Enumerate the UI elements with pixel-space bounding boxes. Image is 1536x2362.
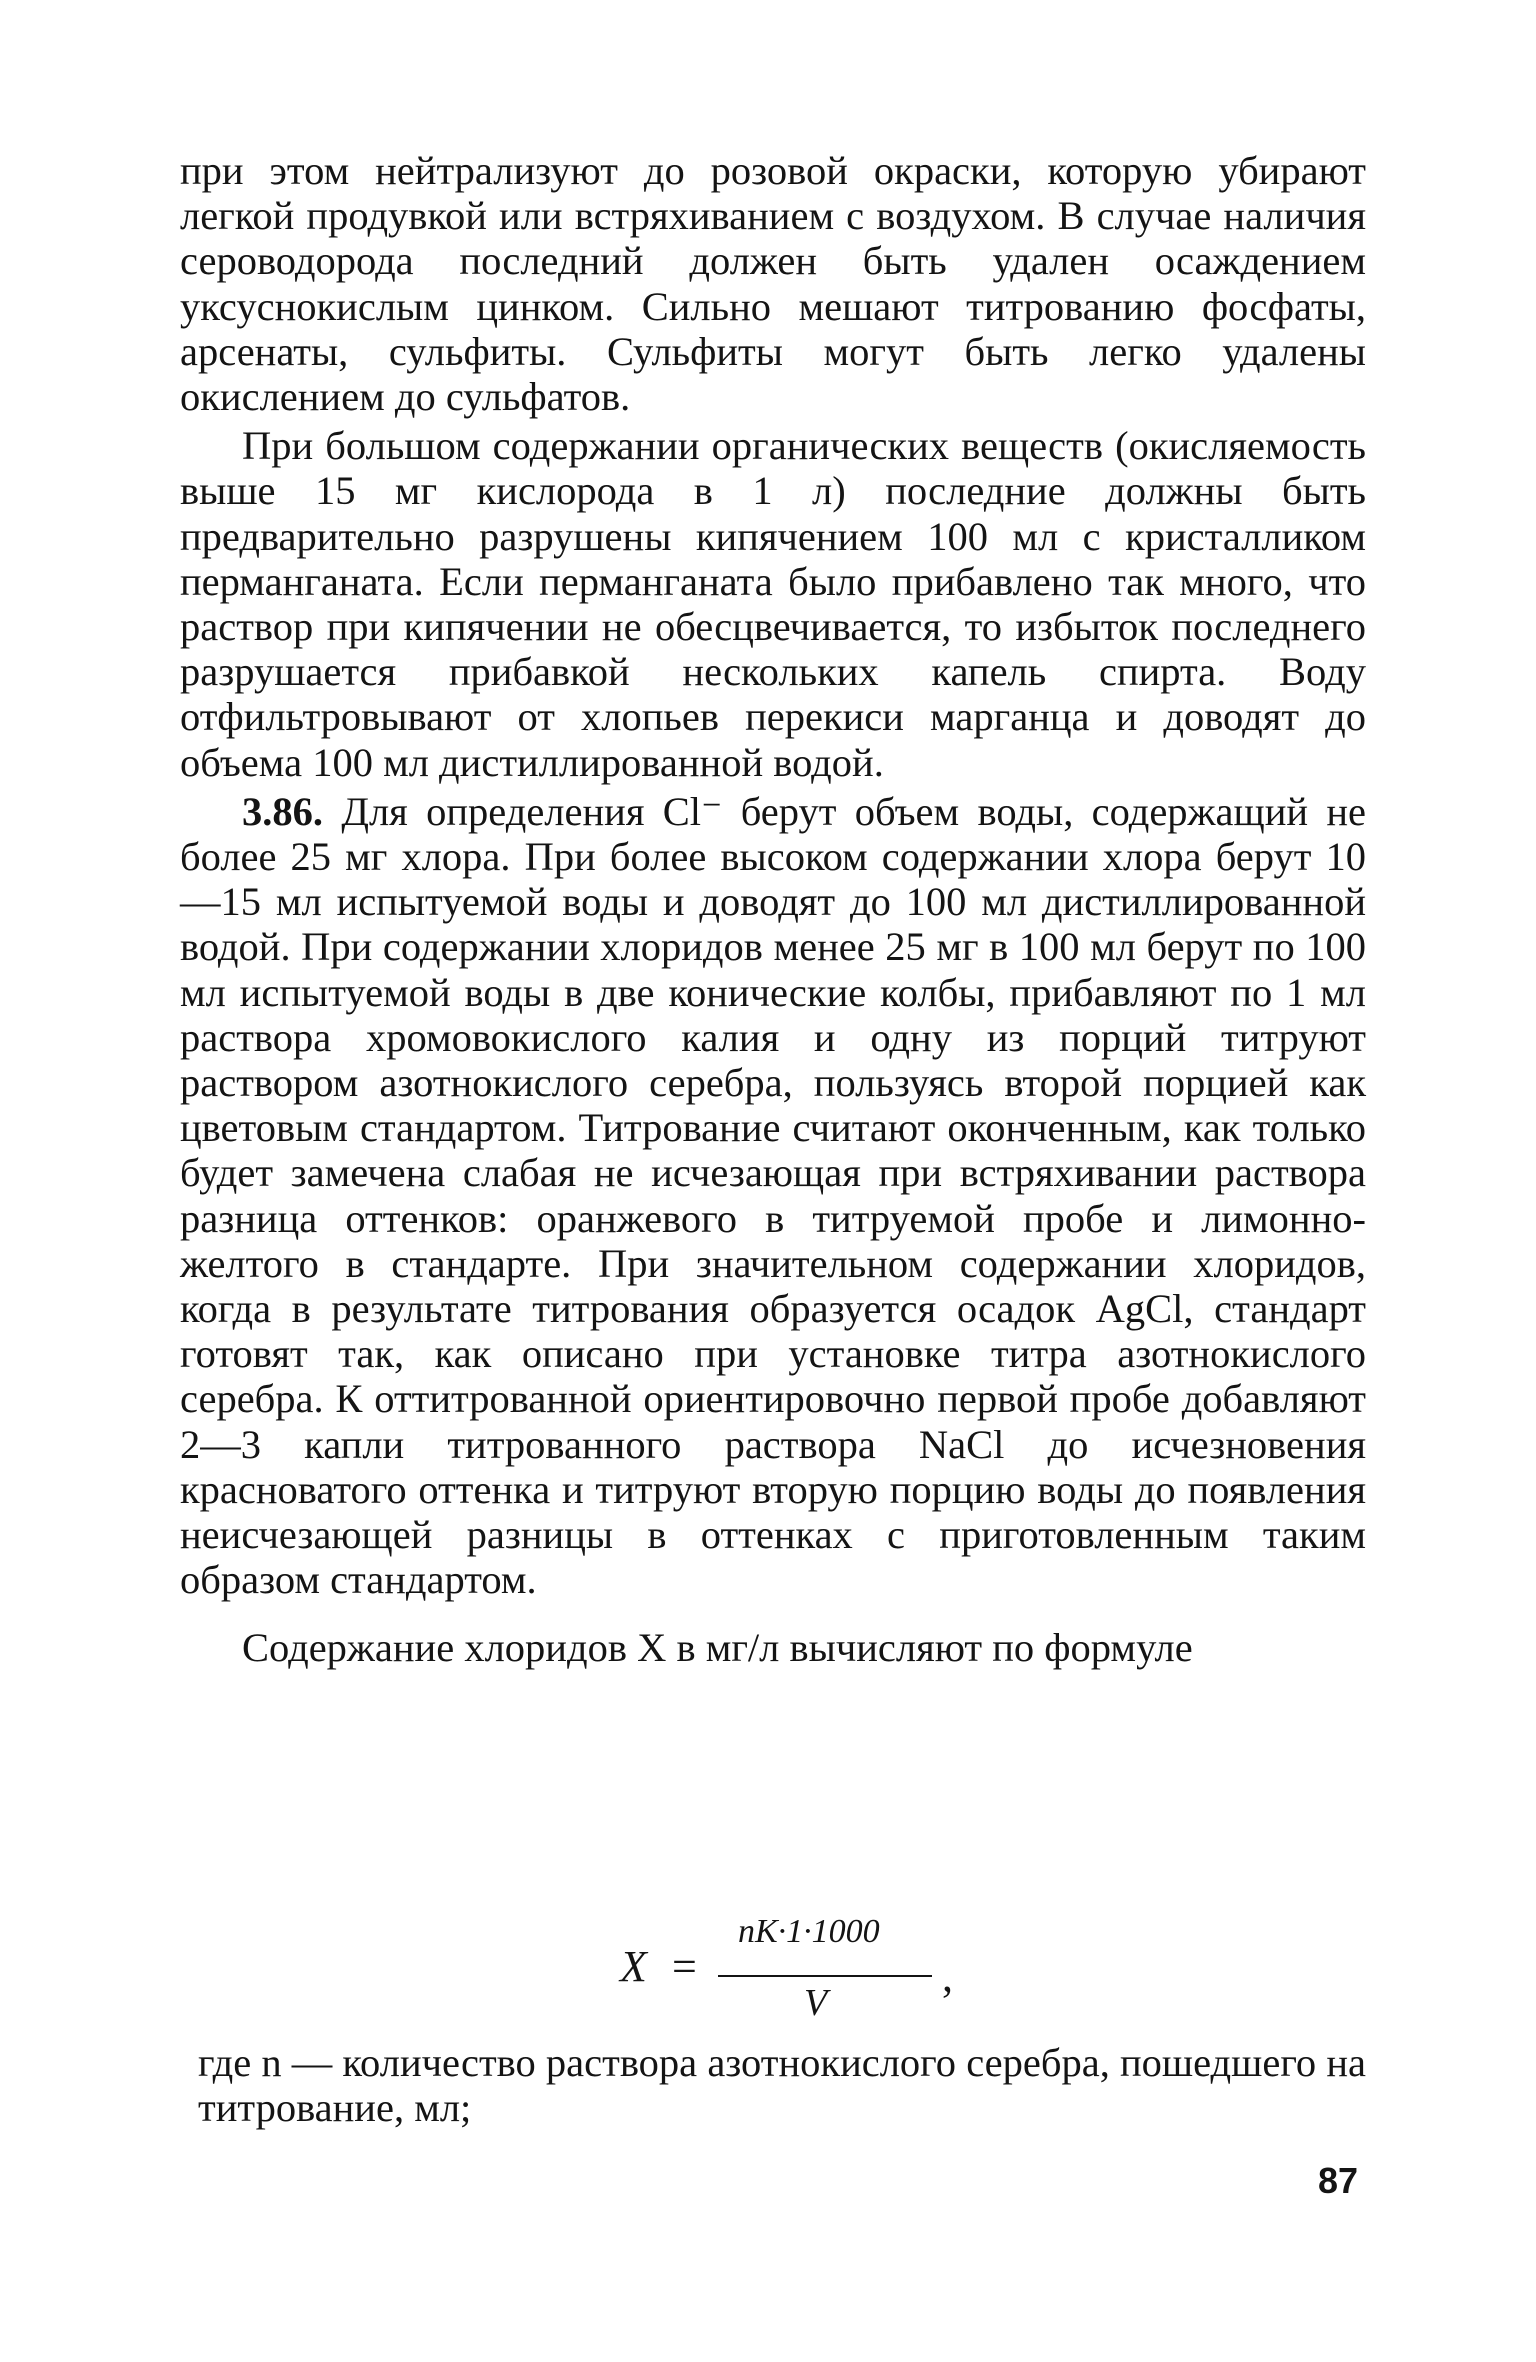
paragraph-2: При большом содержании органических веществ (окисляемость выше 15 мг кислорода в 1 л) последние должны быть предварительно разрушены кипячением 100 мл с кристалликом перманганата. Если перманганата было прибавлено так много, что раствор при кипячении не обесцвечивается, то избыток последнего разрушается прибавкой нескольких капель спирта. Воду отфильтровывают от хлопьев перекиси марганца и доводят до объема 100 мл дистиллированной водой. bbox=[180, 423, 1366, 785]
paragraph-4: Содержание хлоридов X в мг/л вычисляют по формуле bbox=[242, 1624, 1193, 1670]
formula-equals: = bbox=[672, 1942, 697, 1991]
paragraph-3 bbox=[180, 789, 1366, 1603]
formula-denominator: V bbox=[804, 1982, 828, 2024]
fraction-bar bbox=[718, 1975, 932, 1977]
formula-numerator: nK·1·1000 bbox=[738, 1913, 880, 1950]
paragraph-1: при этом нейтрализуют до розовой окраски, которую убирают легкой продувкой или встряхиванием с воздухом. В случае наличия сероводорода последний должен быть удален осаждением уксуснокислым цинком. Сильно мешают титрованию фосфаты, арсенаты, сульфиты. Сульфиты могут быть легко удалены окислением до сульфатов. bbox=[180, 148, 1366, 420]
page-body bbox=[180, 148, 1366, 1670]
formula-comma: , bbox=[942, 1952, 953, 2001]
paragraph-3-text: Для определения Cl⁻ берут объем воды, содержащий не более 25 мг хлора. При более высоком содержании хлора берут 10—15 мл испытуемой воды и доводят до 100 мл дистиллированной водой. При содержании хлоридов менее 25 мг в 100 мл берут по 100 мл испытуемой воды в две конические колбы, прибавляют по 1 мл раствора хромовокислого калия и одну из порций титруют раствором азотнокислого серебра, пользуясь второй порцией как цветовым стандартом. Титрование считают оконченным, как только будет замечена слабая не исчезающая при встряхивании раствора разница оттенков: оранжевого в титруемой пробе и лимонно-желтого в стандарте. При значительном содержании хлоридов, когда в результате титрования образуется осадок AgCl, стандарт готовят так, как описано при установке титра азотнокислого серебра. К оттитрованной ориентировочно первой пробе добавляют 2—3 капли титрованного раствора NaCl до исчезновения красноватого оттенка и титруют вторую порцию воды до появления неисчезающей разницы в оттенках с приготовленным таким образом стандартом. bbox=[180, 788, 1367, 1603]
chloride-formula bbox=[620, 1913, 1020, 2033]
where-clause: где n — количество раствора азотнокислого серебра, пошедшего на титрование, мл; bbox=[198, 2040, 1366, 2131]
page-number: 87 bbox=[1318, 2160, 1359, 2201]
formula-lhs: X bbox=[620, 1942, 647, 1991]
section-number: 3.86. bbox=[242, 788, 323, 834]
